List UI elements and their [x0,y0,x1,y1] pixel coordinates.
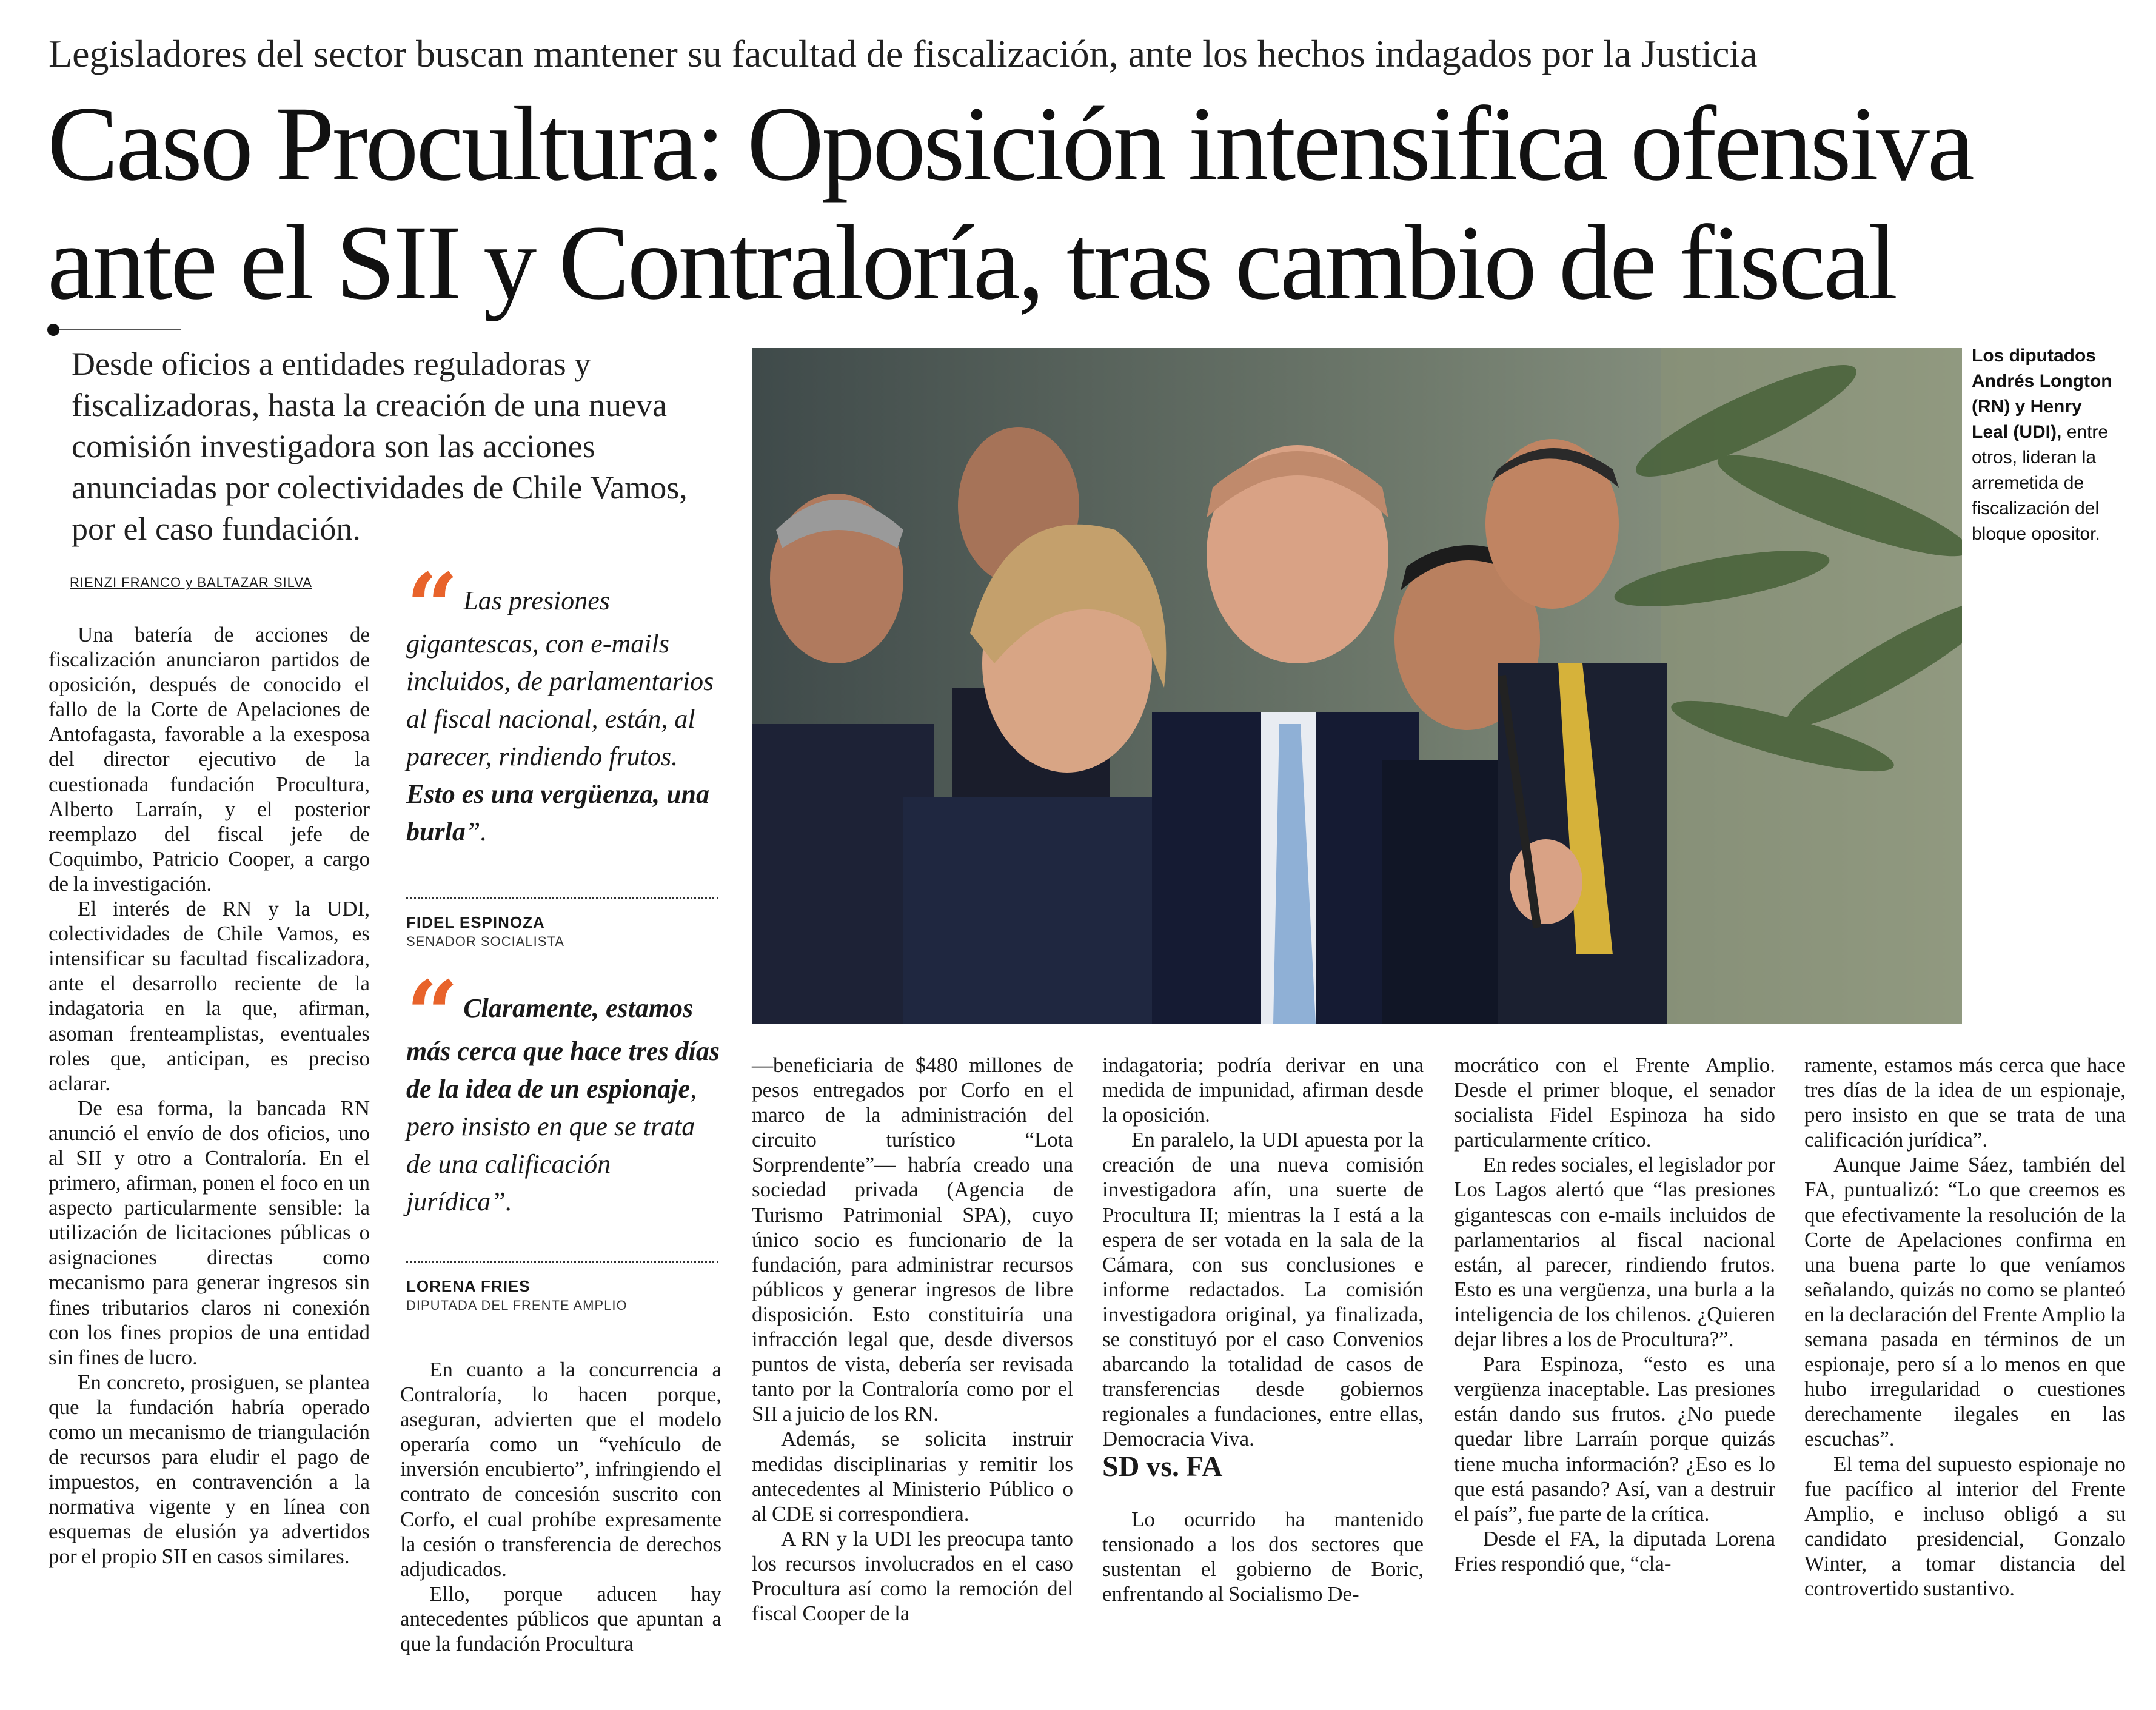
quote-1-name: FIDEL ESPINOZA [406,913,545,931]
photo-caption [1972,343,2117,547]
body-column-5 [1454,1053,1775,1576]
col1-para-2: El interés de RN y la UDI, colectividades de Chile Vamos, es intensificar su facultad fiscalizadora, ante el desarrollo reciente de la indagatoria en la que, afirman, asoman frenteamplistas, eventuales roles que, anticipan, es preciso aclarar. [49,897,370,1095]
col5-para-3: Para Espinoza, “esto es una vergüenza inaceptable. Las presiones están dando sus frutos. ¿No puede quedar libre Larraín porque quizás tiene mucha información? ¿Eso es lo que está pasando? Así, van a destruir el país”, fue parte de la crítica. [1454,1352,1775,1526]
body-column-6 [1804,1053,2126,1601]
body-column-2 [400,1357,721,1656]
col1-para-4: En concreto, prosiguen, se plantea que la fundación habría operado como un mecanismo de triangulación de recursos para eludir el pago de impuestos, en contravención a la normativa vigente y en línea con esquemas de elusión ya advertidos por el propio SII en casos similares. [49,1370,370,1569]
quote-mark-icon: “ [406,961,459,1068]
photo-illustration [752,348,1962,1024]
col4-para-3: Lo ocurrido ha mantenido tensionado a los dos sectores que sustentan el gobierno de Boric, enfrentando al Socialismo De- [1102,1507,1424,1606]
caption-bold: Los diputados Andrés Longton (RN) y Henry Leal (UDI), [1972,346,2112,442]
quote-2-bold: Claramente, estamos más cerca que hace tres días de la idea de un espionaje [406,993,720,1104]
col6-para-3: El tema del supuesto espionaje no fue pacífico al interior del Frente Amplio, e incluso obligó a su candidato presidencial, Gonzalo Winter, a tomar distancia del controvertido sustantivo. [1804,1452,2126,1600]
quote-2-role: DIPUTADA DEL FRENTE AMPLIO [406,1298,628,1313]
quote-1-end: ”. [465,817,487,847]
quote-1-role: SENADOR SOCIALISTA [406,934,564,949]
article-photo [752,348,1962,1024]
lede-rule-line [59,329,181,330]
col6-para-1: ramente, estamos más cerca que hace tres días de la idea de un espionaje, pero insisto en que se trata de una calificación jurídica”. [1804,1053,2126,1152]
headline-line-1: Caso Procultura: Oposición intensifica ofensiva [47,85,1972,203]
article-kicker: Legisladores del sector buscan mantener su facultad de fiscalización, ante los hechos indagados por la Justicia [49,32,1758,75]
article-lede: Desde oficios a entidades reguladoras y fiscalizadoras, hasta la creación de una nueva comisión investigadora son las acciones anunciadas por colectividades de Chile Vamos, por el caso fundación. [72,346,688,547]
quote-1-bold: Esto es una vergüenza, una burla [406,779,710,847]
quote-1-text: Las presiones gigantescas, con e-mails incluidos, de parlamentarios al fiscal nacional, están, al parecer, rindiendo frutos. [406,586,714,771]
quote-2-text: , pero insisto en que se trata de una calificación jurídica [406,1074,697,1216]
col2-para-1: En cuanto a la concurrencia a Contraloría, lo hacen porque, aseguran, advierten que el modelo operaría como un “vehículo de inversión encubierto”, infringiendo el contrato de concesión suscrito con Corfo, el cual prohíbe expresamente la cesión o transferencia de derechos adjudicados. [400,1358,721,1581]
article-headline [47,85,1972,323]
body-column-4 [1102,1053,1424,1606]
col3-para-2: Además, se solicita instruir medidas disciplinarias y remitir los antecedentes al Ministerio Público o al CDE si correspondiera. [752,1427,1073,1526]
col5-para-4: Desde el FA, la diputada Lorena Fries respondió que, “cla- [1454,1526,1775,1575]
quote-mark-icon: “ [406,554,459,660]
quote-2-divider [406,1261,718,1263]
col1-para-1: Una batería de acciones de fiscalización anunciaron partidos de oposición, después de conocido el fallo de la Corte de Apelaciones de Antofagasta, favorable a la exesposa del director ejecutivo de la cuestionada fundación Procultura, Alberto Larraín, y el posterior reemplazo del fiscal jefe de Coquimbo, Patricio Cooper, a cargo de la investigación. [49,623,370,896]
lede-rule-dot [47,324,59,336]
col6-para-2: Aunque Jaime Sáez, también del FA, puntualizó: “Lo que creemos es que efectivamente la resolución de la Corte de Apelaciones confirma en una buena parte lo que veníamos señalando, quizás no como se planteó en la declaración del Frente Amplio la semana pasada en términos de un espionaje, pero sí a lo menos en que hubo irregularidad o cuestiones derechamente ilegales en las escuchas”. [1804,1153,2126,1451]
caption-rest: entre otros, lideran la arremetida de fiscalización del bloque opositor. [1972,422,2109,544]
col4-para-1: indagatoria; podría derivar en una medida de impunidad, afirman desde la oposición. [1102,1053,1424,1127]
col3-para-3: A RN y la UDI les preocupa tanto los recursos involucrados en el caso Procultura así como la remoción del fiscal Cooper de la [752,1526,1073,1626]
col4-para-2: En paralelo, la UDI apuesta por la creación de una nueva comisión investigadora afín, una suerte de Procultura II; mientras la I está a la espera de ser votada en la sala de la Cámara, con sus conclusiones e informe redactados. La comisión investigadora original, ya finalizada, se constituyó por el caso Convenios abarcando la totalidad de casos de transferencias desde gobiernos regionales a fundaciones, entre ellas, Democracia Viva. [1102,1128,1424,1451]
body-column-3 [752,1053,1073,1626]
col5-para-1: mocrático con el Frente Amplio. Desde el primer bloque, el senador socialista Fidel Espinoza ha sido particularmente crítico. [1454,1053,1775,1152]
col3-para-1: —beneficiaria de $480 millones de pesos entregados por Corfo en el marco de la administración del circuito turístico “Lota Sorprendente”— habría creado una sociedad privada (Agencia de Turismo Patrimonial SPA), cuyo único socio es funcionario de la fundación, para administrar recursos públicos y generar ingresos de libre disposición. Esto constituiría una infracción legal que, desde diversos puntos de vista, debería ser revisada tanto por la Contraloría como por el SII a juicio de los RN. [752,1053,1073,1426]
body-column-1 [49,622,370,1569]
article-byline: RIENZI FRANCO y BALTAZAR SILVA [70,575,312,590]
col2-para-2: Ello, porque aducen hay antecedentes públicos que apuntan a que la fundación Procultura [400,1581,721,1656]
quote-2-end: ”. [490,1187,512,1216]
section-subhead: SD vs. FA [1102,1450,1223,1483]
quote-1-divider [406,897,718,899]
quote-2-name: LORENA FRIES [406,1277,531,1295]
col1-para-3: De esa forma, la bancada RN anunció el envío de dos oficios, uno al SII y otro a Contraloría. En el primero, afirman, ponen el foco en un aspecto particularmente sensible: la utilización de licitaciones públicas o asignaciones directas como mecanismo para generar ingresos sin fines tributarios claros ni conexión con los fines propios de una entidad sin fines de lucro. [49,1096,370,1369]
headline-line-2: ante el SII y Contraloría, tras cambio de fiscal [47,204,1896,322]
col5-para-2: En redes sociales, el legislador por Los Lagos alertó que “las presiones gigantescas con e-mails incluidos de parlamentarios al fiscal nacional están, al parecer, rindiendo frutos. Esto es una vergüenza, una burla a la inteligencia de los chilenos. ¿Quieren dejar libres a los de Procultura?”. [1454,1153,1775,1352]
pull-quote-1 [406,554,721,851]
pull-quote-2 [406,961,721,1221]
